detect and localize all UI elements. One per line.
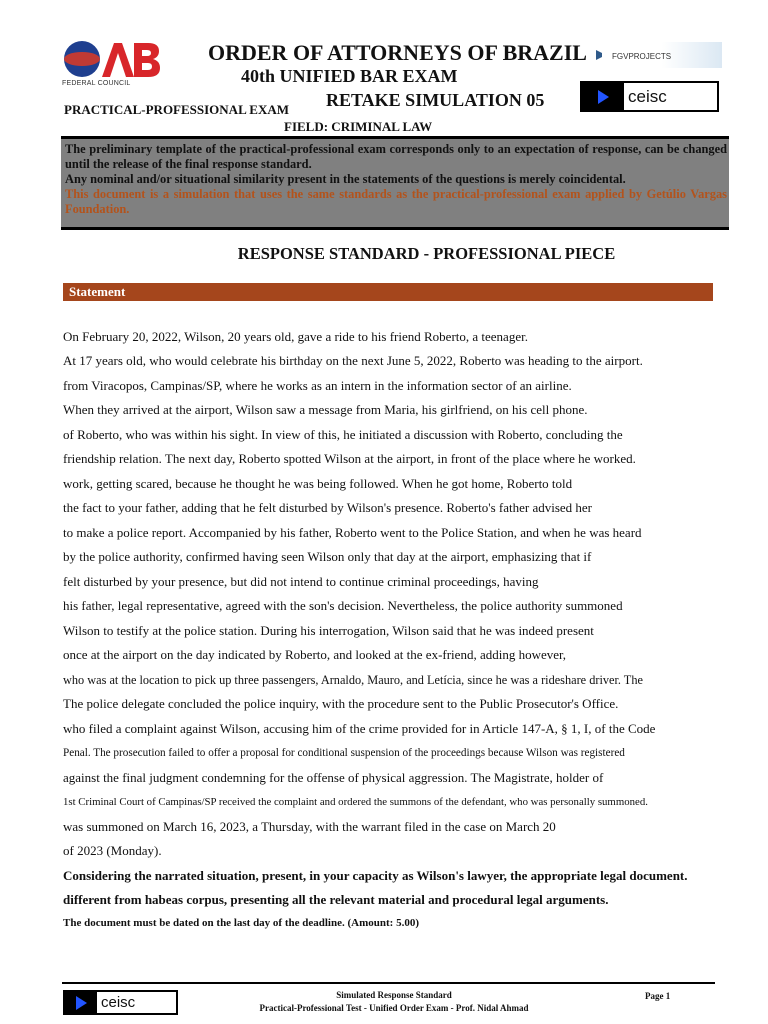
statement-line: by the police authority, confirmed having seen Wilson only that day at the airport, emphasizing that if <box>63 549 592 564</box>
notice-line-3: This document is a simulation that uses the same standards as the practical-professional exam applied by Getúlio Vargas Foundation. <box>65 187 727 216</box>
ceisc-label: ceisc <box>628 86 667 106</box>
statement-line: who was at the location to pick up three passengers, Arnaldo, Mauro, and Letícia, since he was a rideshare driver. The <box>63 673 643 687</box>
footer-subtitle: Practical-Professional Test - Unified Order Exam - Prof. Nidal Ahmad <box>259 1003 529 1013</box>
statement-line: When they arrived at the airport, Wilson saw a message from Maria, his girlfriend, on his cell phone. <box>63 402 588 417</box>
statement-line: Wilson to testify at the police station. During his interrogation, Wilson said that he was indeed present <box>63 623 594 638</box>
statement-line: work, getting scared, because he thought he was being followed. When he got home, Roberto told <box>63 476 573 491</box>
statement-line: friendship relation. The next day, Roberto spotted Wilson at the airport, in front of the place where he worked. <box>63 451 636 466</box>
statement-line: who filed a complaint against Wilson, accusing him of the crime provided for in Article 147-A, § 1, I, of the Code <box>63 721 656 736</box>
statement-line: the fact to your father, adding that he felt disturbed by Wilson's presence. Roberto's father advised her <box>63 500 593 515</box>
statement-line: The police delegate concluded the police inquiry, with the procedure sent to the Public Prosecutor's Office. <box>63 696 619 711</box>
exam-type: PRACTICAL-PROFESSIONAL EXAM <box>64 102 289 117</box>
task-line: Considering the narrated situation, present, in your capacity as Wilson's lawyer, the appropriate legal document. <box>63 868 688 883</box>
ceisc-label: ceisc <box>101 994 136 1011</box>
statement-line: once at the airport on the day indicated by Roberto, and looked at the ex-friend, adding however, <box>63 647 567 662</box>
statement-line: Penal. The prosecution failed to offer a proposal for conditional suspension of the proceedings because Wilson was registered <box>63 747 625 759</box>
statement-line: of Roberto, who was within his sight. In view of this, he initiated a discussion with Roberto, concluding the <box>63 427 623 442</box>
statement-line: his father, legal representative, agreed with the son's decision. Nevertheless, the police authority summoned <box>63 598 623 613</box>
notice-box <box>61 136 729 230</box>
statement-line: was summoned on March 16, 2023, a Thursday, with the warrant filed in the case on March 20 <box>63 819 556 834</box>
simulation-title: RETAKE SIMULATION 05 <box>326 90 545 110</box>
statement-line: On February 20, 2022, Wilson, 20 years old, gave a ride to his friend Roberto, a teenager. <box>63 329 528 344</box>
statement-header: Statement <box>63 283 713 301</box>
statement-line: At 17 years old, who would celebrate his birthday on the next June 5, 2022, Roberto was heading to the airport. <box>63 353 643 368</box>
notice-line-2: Any nominal and/or situational similarity present in the statements of the questions is merely coincidental. <box>65 172 626 186</box>
notice-line-1: The preliminary template of the practical-professional exam corresponds only to an expectation of response, can be changed until the release of the final response standard. <box>65 142 727 171</box>
statement-line: against the final judgment condemning for the offense of physical aggression. The Magistrate, holder of <box>63 770 604 785</box>
footer-title: Simulated Response Standard <box>336 990 452 1000</box>
statement-line: felt disturbed by your presence, but did not intend to continue criminal proceedings, having <box>63 574 539 589</box>
page-number: Page 1 <box>645 991 671 1001</box>
statement-line: from Viracopos, Campinas/SP, where he works as an intern in the information sector of an airline. <box>63 378 572 393</box>
statement-line: to make a police report. Accompanied by his father, Roberto went to the Police Station, and when he was heard <box>63 525 642 540</box>
fgv-icon <box>596 50 610 60</box>
document-title: ORDER OF ATTORNEYS OF BRAZIL <box>208 40 587 65</box>
task-line: different from habeas corpus, presenting all the relevant material and procedural legal arguments. <box>63 892 609 907</box>
statement-line: 1st Criminal Court of Campinas/SP received the complaint and ordered the summons of the defendant, who was personally summoned. <box>63 796 648 808</box>
footer-divider <box>62 982 715 984</box>
exam-title: 40th UNIFIED BAR EXAM <box>241 66 458 86</box>
fgv-label: FGVPROJECTS <box>612 52 672 61</box>
exam-field: FIELD: CRIMINAL LAW <box>284 119 433 134</box>
ceisc-logo-top <box>580 81 719 112</box>
section-title: RESPONSE STANDARD - PROFESSIONAL PIECE <box>237 244 616 263</box>
logo-caption: FEDERAL COUNCIL <box>62 80 131 87</box>
play-icon <box>582 83 624 110</box>
statement-line: of 2023 (Monday). <box>63 843 162 858</box>
task-line: The document must be dated on the last day of the deadline. (Amount: 5.00) <box>63 917 419 929</box>
